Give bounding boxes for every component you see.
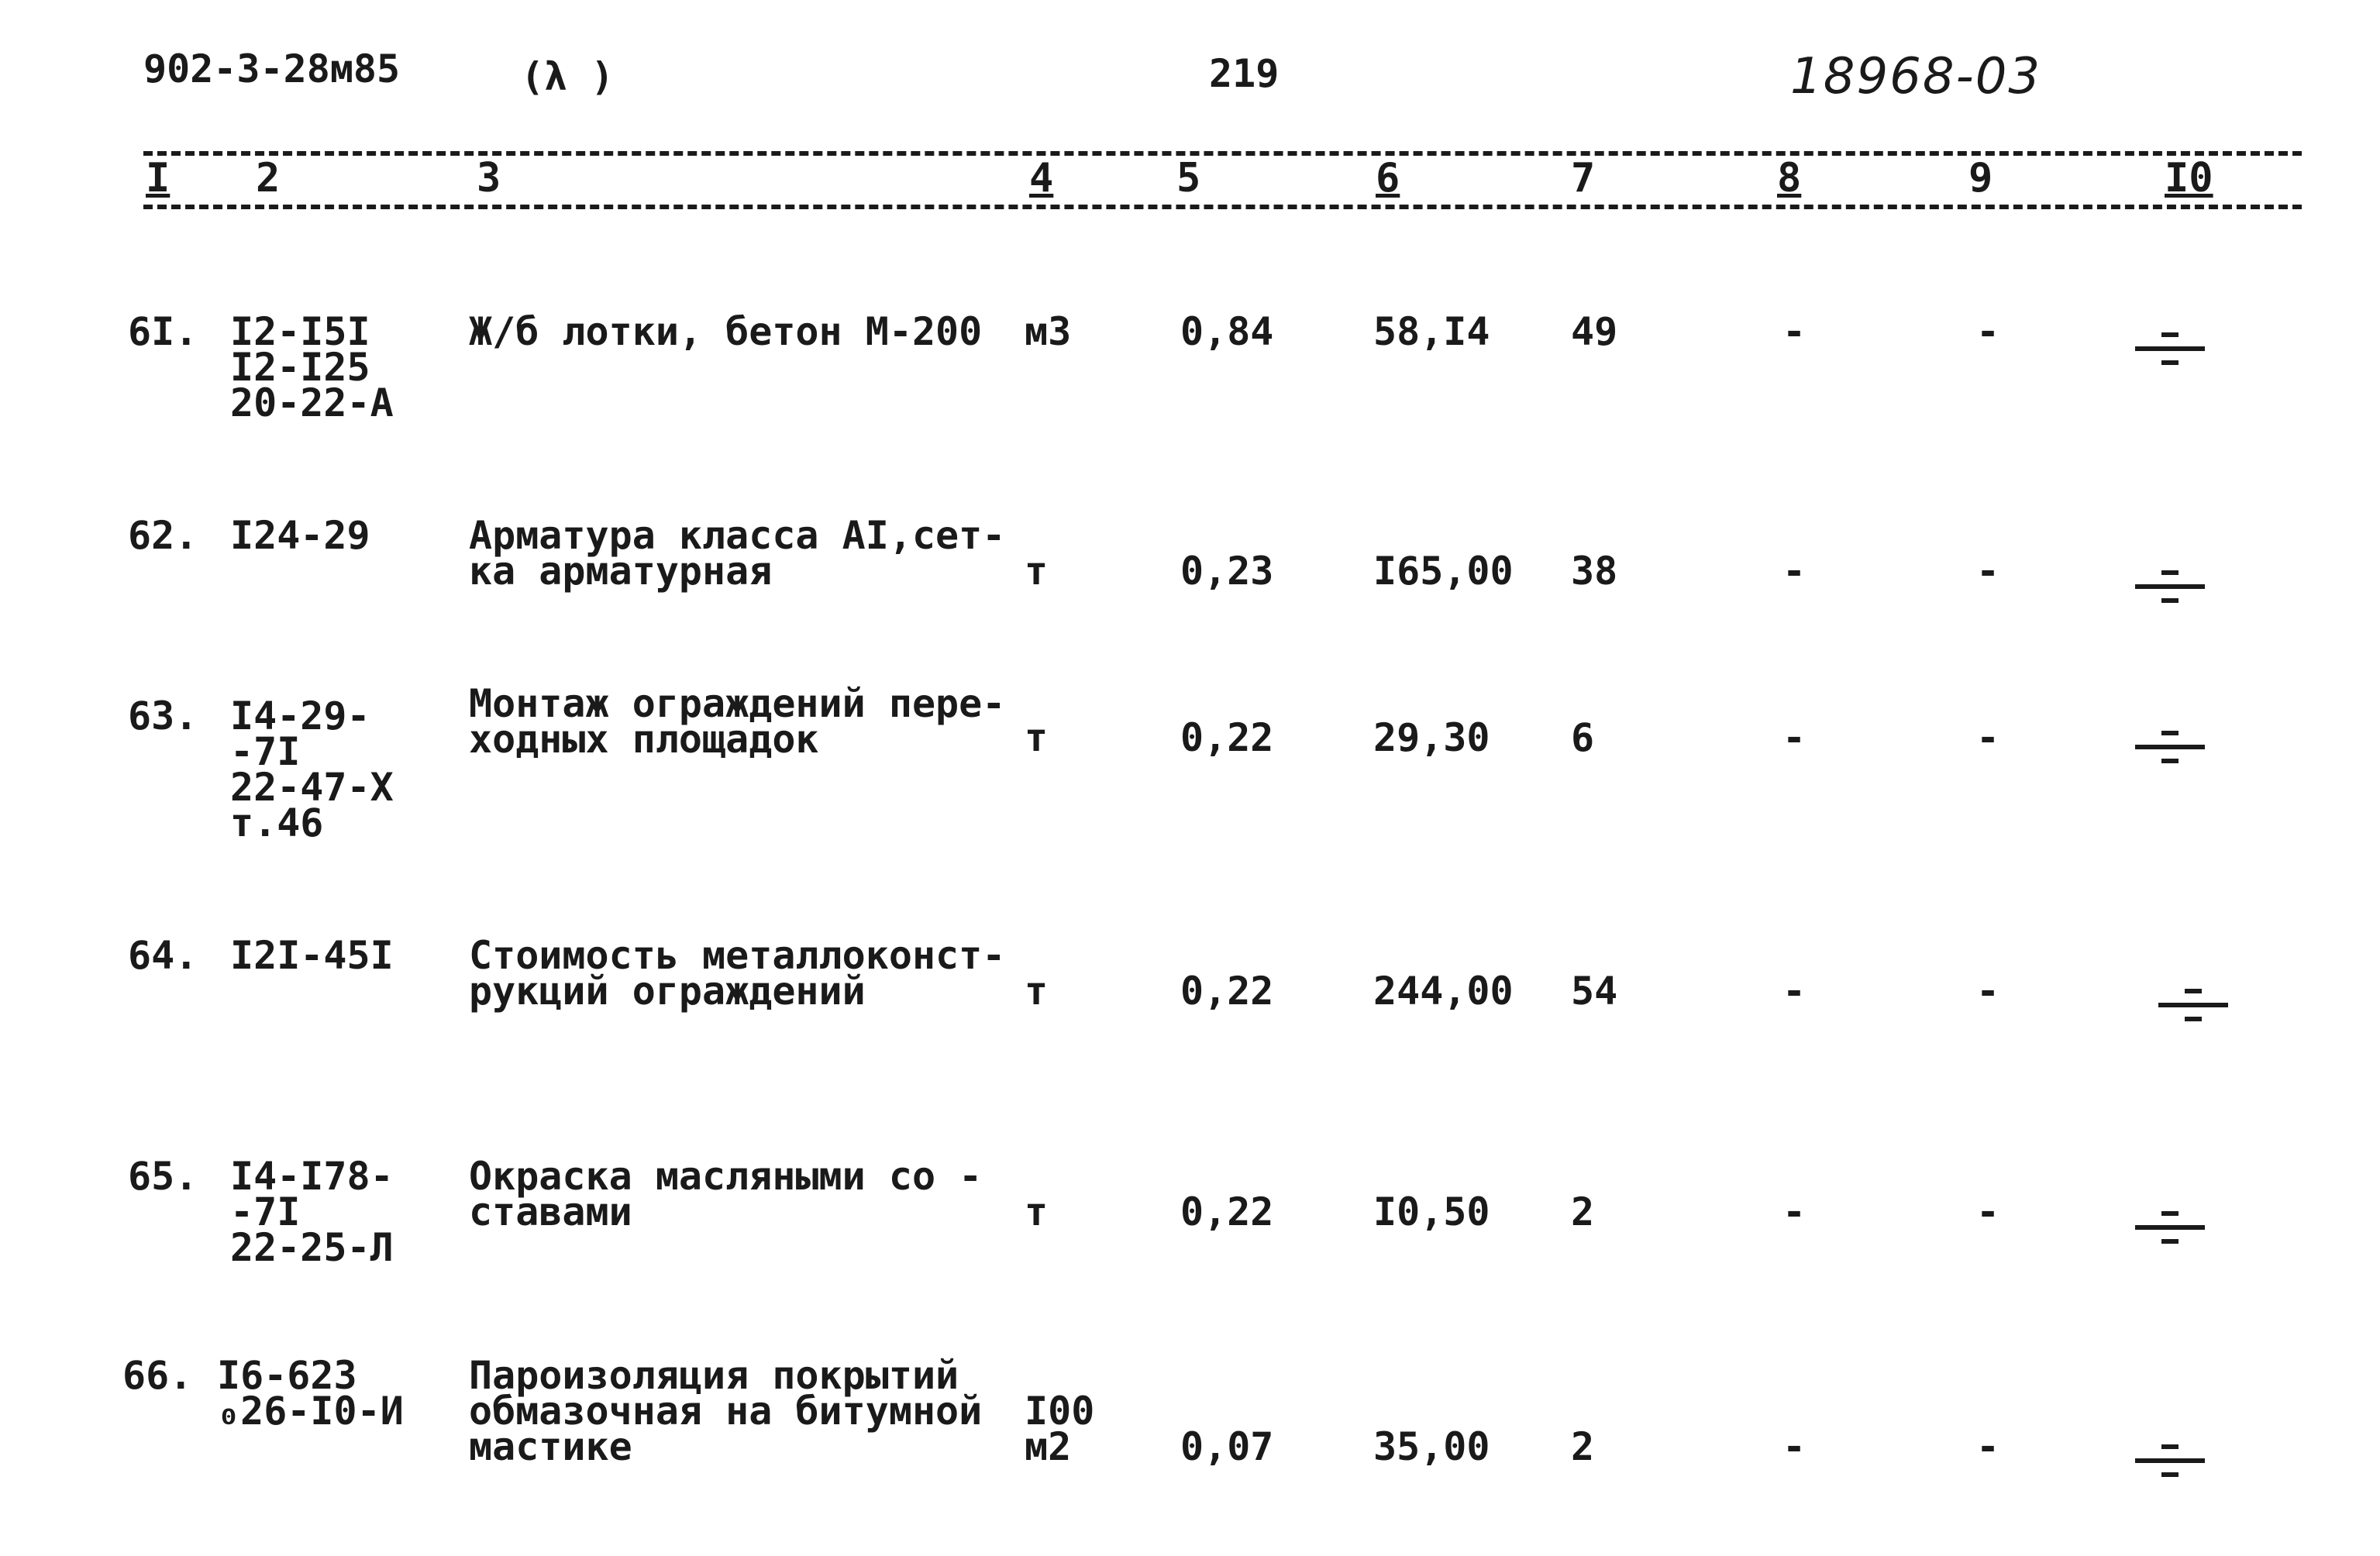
norm-code: I2I-45I [230, 933, 394, 978]
column-number-1: I [146, 155, 170, 201]
total-cost: 54 [1571, 969, 1618, 1014]
column-8-value: - [1782, 309, 1807, 354]
work-name: Стоимость металлоконст- рукций ограждений [469, 933, 1006, 1014]
work-name: Ж/б лотки, бетон М-200 [469, 309, 983, 354]
total-cost: 2 [1571, 1189, 1595, 1234]
work-name: Монтаж ограждений пере- ходных площадок [469, 681, 1006, 762]
quantity: 0,22 [1180, 969, 1274, 1014]
page-number: 219 [1209, 51, 1280, 96]
unit-price: 29,30 [1373, 715, 1490, 760]
column-8-value: - [1782, 1189, 1807, 1234]
column-9-value: - [1976, 715, 2000, 760]
column-8-value: - [1782, 715, 1807, 760]
table-row [0, 681, 2380, 845]
quantity: 0,22 [1180, 1189, 1274, 1234]
handwritten-number: 18968-03 [1790, 48, 2042, 105]
unit-price: 35,00 [1373, 1424, 1490, 1469]
project-code: 902-3-28м85 [143, 46, 401, 91]
row-number: 65. [128, 1154, 198, 1199]
total-cost: 38 [1571, 549, 1618, 594]
row-number: 64. [128, 933, 198, 978]
division-sign-icon [2158, 984, 2228, 1038]
row-number: 66. [122, 1353, 193, 1398]
unit: т [1025, 1189, 1049, 1234]
norm-code: I4-29- -7I 22-47-Х т.46 [230, 694, 394, 845]
column-9-value: - [1976, 1424, 2000, 1469]
table-row [0, 1353, 2380, 1469]
table-row [0, 513, 2380, 594]
column-8-value: - [1782, 1424, 1807, 1469]
unit: т [1025, 715, 1049, 760]
division-sign-icon [2135, 1207, 2205, 1261]
row-number: 62. [128, 513, 198, 558]
column-8-value: - [1782, 969, 1807, 1014]
row-number: 63. [128, 694, 198, 738]
table-row [0, 309, 2380, 425]
unit-price: 244,00 [1373, 969, 1514, 1014]
total-cost: 6 [1571, 715, 1595, 760]
work-name: Арматура класса АI,сет- ка арматурная [469, 513, 1006, 594]
division-sign-icon [2135, 1440, 2205, 1494]
column-9-value: - [1976, 1189, 2000, 1234]
column-number-7: 7 [1571, 155, 1596, 201]
column-8-value: - [1782, 549, 1807, 594]
quantity: 0,23 [1180, 549, 1274, 594]
row-number: 6I. [128, 309, 198, 354]
column-number-5: 5 [1176, 155, 1201, 201]
unit: т [1025, 549, 1049, 594]
column-9-value: - [1976, 969, 2000, 1014]
column-9-value: - [1976, 549, 2000, 594]
division-sign-icon [2135, 566, 2205, 620]
header-rule-bottom [143, 205, 2302, 209]
column-number-8: 8 [1777, 155, 1802, 201]
quantity: 0,22 [1180, 715, 1274, 760]
unit-price: I0,50 [1373, 1189, 1490, 1234]
norm-code: I4-I78- -7I 22-25-Л [230, 1154, 394, 1270]
unit-price: I65,00 [1373, 549, 1514, 594]
total-cost: 49 [1571, 309, 1618, 354]
quantity: 0,84 [1180, 309, 1274, 354]
work-name: Окраска масляными со - ставами [469, 1154, 983, 1234]
column-number-2: 2 [256, 155, 281, 201]
quantity: 0,07 [1180, 1424, 1274, 1469]
column-number-9: 9 [1968, 155, 1993, 201]
unit: I00 м2 [1025, 1389, 1095, 1469]
norm-code: I24-29 [230, 513, 370, 558]
table-row [0, 1154, 2380, 1270]
unit: т [1025, 969, 1049, 1014]
column-9-value: - [1976, 309, 2000, 354]
total-cost: 2 [1571, 1424, 1595, 1469]
unit-price: 58,I4 [1373, 309, 1490, 354]
division-sign-icon [2135, 328, 2205, 382]
norm-code: I2-I5I I2-I25 20-22-А [230, 309, 394, 425]
table-row [0, 933, 2380, 1014]
norm-code: I6-623 ₀26-I0-И [217, 1353, 404, 1434]
column-number-3: 3 [477, 155, 501, 201]
column-number-6: 6 [1376, 155, 1400, 201]
column-number-10: I0 [2165, 155, 2213, 201]
bracket-note: (λ ) [521, 54, 615, 99]
unit: м3 [1025, 309, 1072, 354]
column-number-4: 4 [1029, 155, 1054, 201]
work-name: Пароизоляция покрытий обмазочная на битумной мастике [469, 1353, 983, 1469]
division-sign-icon [2135, 726, 2205, 780]
